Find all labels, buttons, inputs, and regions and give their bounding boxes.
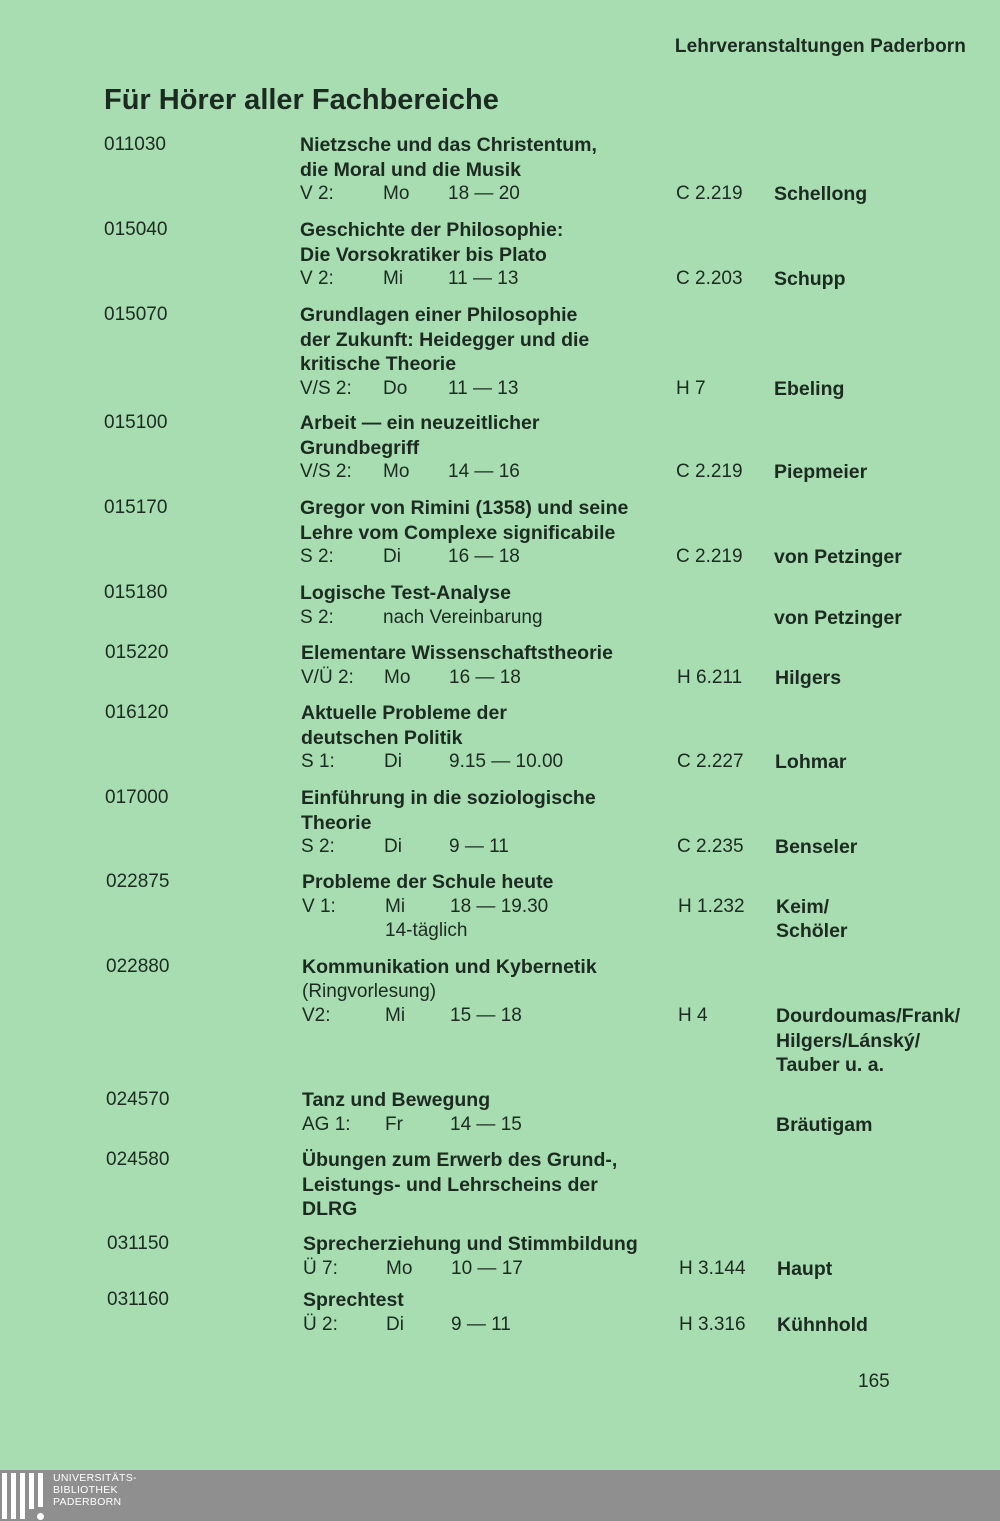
- course-type: V/S 2:: [300, 377, 352, 399]
- course-lecturer: [774, 267, 846, 292]
- course-title: Gregor von Rimini (1358) und seine: [300, 497, 629, 519]
- course-details: [302, 870, 982, 944]
- course-schedule: [302, 895, 982, 920]
- course-number: 015180: [104, 582, 168, 603]
- course-title: Die Vorsokratiker bis Plato: [300, 243, 547, 266]
- course-schedule: [301, 835, 981, 860]
- course-room: H 3.144: [679, 1257, 746, 1279]
- course-room: C 2.219: [676, 183, 743, 204]
- course-day: Mo: [383, 461, 410, 482]
- course-time: 9 — 11: [451, 1313, 511, 1335]
- course-number: 022880: [106, 956, 170, 977]
- course-number: 011030: [104, 134, 166, 155]
- course-title: Lehre vom Complexe significabile: [300, 521, 616, 544]
- course-day: Mi: [385, 895, 406, 917]
- course-title: Aktuelle Probleme der: [301, 702, 507, 724]
- course-number: 015170: [104, 497, 168, 518]
- course-schedule: [303, 1257, 983, 1282]
- course-type: V2:: [302, 1005, 331, 1026]
- course-type: S 1:: [301, 751, 335, 772]
- course-title: Grundlagen einer Philosophie: [300, 304, 578, 326]
- course-type: S 2:: [300, 606, 334, 628]
- course-lecturer: [776, 1004, 960, 1078]
- lecturer-name: Piepmeier: [774, 461, 868, 483]
- course-day: Mo: [386, 1257, 413, 1279]
- page-number: 165: [858, 1371, 890, 1392]
- course-frequency: [302, 919, 982, 944]
- course-type: V 2:: [300, 183, 334, 204]
- lecturer-name: Hilgers/Lánský/: [776, 1029, 921, 1052]
- course-lecturer: [774, 606, 902, 631]
- course-room: H 6.211: [677, 666, 743, 688]
- course-schedule: [300, 460, 980, 485]
- lecturer-name: von Petzinger: [774, 606, 902, 629]
- course-title: Geschichte der Philosophie:: [300, 219, 564, 241]
- course-title: der Zukunft: Heidegger und die: [300, 328, 590, 351]
- course-title: Logische Test-Analyse: [300, 582, 511, 604]
- course-details: [300, 133, 980, 207]
- lecturer-name: von Petzinger: [774, 546, 902, 568]
- course-title: Übungen zum Erwerb des Grund-,: [302, 1149, 618, 1171]
- lecturer-name: Kühnhold: [777, 1313, 868, 1336]
- course-lecturer: [774, 182, 867, 207]
- course-number: 015070: [104, 304, 168, 325]
- lecturer-name: Benseler: [775, 836, 858, 858]
- course-time: 15 — 18: [450, 1005, 522, 1026]
- course-title: Theorie: [301, 811, 372, 834]
- course-schedule: [303, 1313, 983, 1338]
- course-details: [302, 955, 982, 1076]
- course-time: 18 — 19.30: [450, 895, 549, 917]
- course-schedule: [300, 267, 980, 292]
- course-details: [301, 641, 981, 690]
- course-lecturer: [774, 377, 844, 402]
- course-type: V 2:: [300, 268, 334, 289]
- course-lecturer: [777, 1313, 868, 1338]
- course-day: Mi: [385, 1005, 406, 1026]
- course-time: 11 — 13: [448, 268, 519, 289]
- course-room: C 2.235: [677, 836, 744, 857]
- course-time: 11 — 13: [448, 377, 519, 399]
- course-number: 022875: [106, 871, 170, 892]
- course-number: 024580: [106, 1149, 170, 1170]
- course-type: V/Ü 2:: [301, 666, 354, 688]
- lecturer-name: Hilgers: [775, 666, 842, 689]
- course-details: [300, 496, 980, 570]
- course-lecturer: [775, 666, 841, 691]
- course-number: 031160: [107, 1289, 169, 1310]
- course-number: 031150: [107, 1233, 169, 1254]
- course-room: H 4: [678, 1005, 708, 1026]
- course-day: Fr: [385, 1113, 403, 1135]
- course-type: S 2:: [301, 836, 335, 857]
- lecturer-name: Lohmar: [775, 751, 847, 773]
- course-details: [303, 1288, 983, 1337]
- course-room: C 2.219: [676, 461, 743, 482]
- course-time: 18 — 20: [448, 183, 520, 204]
- library-footer: [0, 1470, 1000, 1521]
- course-title: Probleme der Schule heute: [302, 871, 554, 893]
- course-day: Di: [384, 751, 402, 772]
- course-title: Sprechtest: [303, 1289, 404, 1311]
- course-schedule: [301, 666, 981, 691]
- library-logo-icon: [0, 1473, 46, 1519]
- course-title: Leistungs- und Lehrscheins der: [302, 1173, 598, 1196]
- course-day: Mi: [383, 268, 404, 289]
- course-time: 14 — 16: [448, 461, 520, 482]
- course-details: [302, 1088, 982, 1137]
- course-number: 016120: [105, 702, 169, 723]
- course-title: Kommunikation und Kybernetik: [302, 956, 597, 978]
- lecturer-name: Schupp: [774, 268, 846, 290]
- course-day: Do: [383, 377, 408, 399]
- course-number: 015040: [104, 219, 168, 240]
- course-title: Sprecherziehung und Stimmbildung: [303, 1233, 638, 1255]
- course-time: 16 — 18: [448, 546, 520, 567]
- course-day: Di: [383, 546, 401, 567]
- course-lecturer: [775, 835, 857, 860]
- course-schedule: [300, 377, 980, 402]
- course-number: 015100: [104, 412, 168, 433]
- lecturer-name: Keim/: [776, 895, 830, 918]
- course-room: H 1.232: [678, 895, 745, 917]
- lecturer-name: Schellong: [774, 183, 868, 205]
- course-type: S 2:: [300, 546, 334, 567]
- course-details: [303, 1232, 983, 1281]
- section-title: Für Hörer aller Fachbereiche: [104, 84, 499, 116]
- course-lecturer: [774, 545, 902, 570]
- course-lecturer: [774, 460, 867, 485]
- course-lecturer: [775, 750, 847, 775]
- course-lecturer: [777, 1257, 832, 1282]
- course-type: V 1:: [302, 895, 336, 917]
- course-details: [301, 786, 981, 860]
- course-schedule: [302, 1113, 982, 1138]
- course-title: deutschen Politik: [301, 726, 463, 749]
- course-day: Di: [384, 836, 402, 857]
- course-time: 16 — 18: [449, 666, 521, 688]
- course-day: Di: [386, 1313, 404, 1335]
- course-title: Grundbegriff: [300, 436, 420, 459]
- course-details: [300, 303, 980, 401]
- course-title: Arbeit — ein neuzeitlicher: [300, 412, 540, 434]
- course-schedule: [300, 182, 980, 207]
- course-details: [301, 701, 981, 775]
- course-number: 024570: [106, 1089, 170, 1110]
- course-number: 017000: [105, 787, 169, 808]
- course-room: C 2.227: [677, 751, 744, 772]
- course-details: [300, 411, 980, 485]
- course-room: C 2.203: [676, 268, 743, 289]
- course-title: Einführung in die soziologische: [301, 787, 596, 809]
- course-room: H 3.316: [679, 1313, 746, 1335]
- lecturer-name: Dourdoumas/Frank/: [776, 1005, 961, 1027]
- course-details: [300, 581, 980, 630]
- course-type: Ü 2:: [303, 1313, 338, 1335]
- course-title: Tanz und Bewegung: [302, 1089, 491, 1111]
- course-type: Ü 7:: [303, 1257, 338, 1279]
- course-day: Mo: [384, 666, 411, 688]
- lecturer-name: Ebeling: [774, 377, 845, 400]
- course-time: 14 — 15: [450, 1113, 522, 1135]
- course-number: 015220: [105, 642, 169, 663]
- course-details: [302, 1148, 982, 1222]
- course-title: DLRG: [302, 1198, 358, 1220]
- course-frequency-text: 14-täglich: [385, 920, 468, 941]
- course-title: Elementare Wissenschaftstheorie: [301, 642, 613, 664]
- course-type: AG 1:: [302, 1113, 351, 1135]
- library-logo-text: UNIVERSITÄTS- BIBLIOTHEK PADERBORN: [53, 1472, 137, 1508]
- course-details: [300, 218, 980, 292]
- course-time: 9.15 — 10.00: [449, 751, 564, 772]
- lecturer-name: Haupt: [777, 1257, 833, 1280]
- course-time: 9 — 11: [449, 836, 509, 857]
- course-title: kritische Theorie: [300, 353, 457, 375]
- course-time: 10 — 17: [451, 1257, 523, 1279]
- course-day: Mo: [383, 183, 410, 204]
- course-title: die Moral und die Musik: [300, 158, 522, 181]
- course-day: nach Vereinbarung: [383, 606, 543, 628]
- course-room: H 7: [676, 377, 706, 399]
- course-title: Nietzsche und das Christentum,: [300, 134, 597, 156]
- lecturer-name: Bräutigam: [776, 1113, 873, 1136]
- course-type: V/S 2:: [300, 461, 352, 482]
- course-lecturer: [776, 1113, 872, 1138]
- course-schedule: [301, 750, 981, 775]
- lecturer-name: Schöler: [776, 920, 848, 942]
- course-room: C 2.219: [676, 546, 743, 567]
- running-head: Lehrveranstaltungen Paderborn: [674, 36, 966, 57]
- course-note: (Ringvorlesung): [302, 980, 437, 1002]
- lecturer-name: Tauber u. a.: [776, 1054, 884, 1076]
